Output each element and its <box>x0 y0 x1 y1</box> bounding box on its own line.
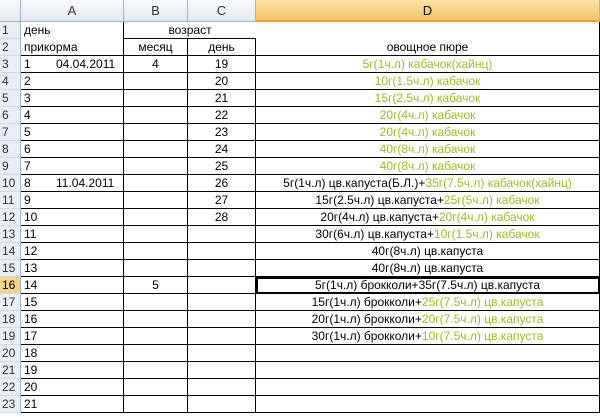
feeding-day-number: 13 <box>24 261 38 275</box>
feeding-day-number: 1 <box>24 57 31 71</box>
cell-c20[interactable] <box>188 345 256 362</box>
column-header-c[interactable]: C <box>188 0 256 22</box>
puree-text-segment: 15г(1ч.л) брокколи <box>311 295 415 309</box>
cell-b7[interactable] <box>124 124 188 141</box>
row-header-8[interactable]: 8 <box>0 141 21 158</box>
cell-b1-merged[interactable]: возраст <box>124 22 256 39</box>
feeding-day-number: 14 <box>24 278 38 292</box>
cell-d14[interactable] <box>256 243 600 260</box>
puree-text-segment: 35г(7.5ч.л) кабачок(хайнц) <box>425 176 572 190</box>
cell-c21[interactable] <box>188 362 256 379</box>
row-header-15[interactable]: 15 <box>0 260 21 277</box>
row-header-11[interactable]: 11 <box>0 192 21 209</box>
sheet-row-14 <box>0 243 600 260</box>
feeding-day-number: 18 <box>24 346 38 360</box>
cell-b13[interactable] <box>124 226 188 243</box>
feeding-day-number: 3 <box>24 91 31 105</box>
cell-d11[interactable] <box>256 192 600 209</box>
cell-c13[interactable] <box>188 226 256 243</box>
puree-text-segment: 5г(1ч.л) брокколи <box>314 278 412 292</box>
feeding-day-number: 20 <box>24 380 38 394</box>
column-header-bar <box>0 0 600 22</box>
puree-text-segment: 20г(4ч.л) цв.капуста <box>320 210 432 224</box>
sheet-row-19 <box>0 328 600 345</box>
row-header-18[interactable]: 18 <box>0 311 21 328</box>
cell-b4[interactable] <box>124 73 188 90</box>
puree-text-segment: + <box>426 227 434 241</box>
puree-text-segment: + <box>418 176 426 190</box>
puree-text-segment: + <box>431 210 439 224</box>
cell-a19[interactable] <box>21 328 124 345</box>
puree-text-segment: 35г(7.5ч.л) цв.капуста <box>418 278 541 292</box>
cell-c6[interactable]: 22 <box>188 107 256 124</box>
feeding-date: 04.04.2011 <box>56 57 116 71</box>
feeding-day-number: 17 <box>24 329 38 343</box>
cell-b19[interactable] <box>124 328 188 345</box>
cell-a16[interactable] <box>21 277 124 294</box>
row-header-6[interactable]: 6 <box>0 107 21 124</box>
cell-d21[interactable] <box>256 362 600 379</box>
cell-d16[interactable] <box>256 277 600 294</box>
sheet-row-1 <box>0 22 600 39</box>
sheet-row-9 <box>0 158 600 175</box>
cell-c18[interactable] <box>188 311 256 328</box>
row-header-21[interactable]: 21 <box>0 362 21 379</box>
sheet-row-5 <box>0 90 600 107</box>
puree-text-segment: 30г(6ч.л) цв.капуста <box>315 227 427 241</box>
cell-c11[interactable]: 27 <box>188 192 256 209</box>
cell-d23[interactable] <box>256 396 600 413</box>
feeding-day-number: 19 <box>24 363 38 377</box>
cell-a1[interactable]: день <box>21 22 124 39</box>
sheet-row-6 <box>0 107 600 124</box>
row-header-16[interactable]: 16 <box>0 277 21 294</box>
puree-text-segment: 20г(4ч.л) кабачок <box>379 125 476 139</box>
puree-text-segment: 30г(1ч.л) брокколи <box>311 329 415 343</box>
puree-text-segment: 20г(4ч.л) кабачок <box>379 108 476 122</box>
sheet-row-7 <box>0 124 600 141</box>
puree-text-segment: 10г(1.5ч.л) кабачок <box>374 74 481 88</box>
puree-text-segment: 40г(8ч.л) кабачок <box>379 142 476 156</box>
cell-c17[interactable] <box>188 294 256 311</box>
cell-b17[interactable] <box>124 294 188 311</box>
row-header-5[interactable]: 5 <box>0 90 21 107</box>
row-header-22[interactable]: 22 <box>0 379 21 396</box>
cell-d15[interactable] <box>256 260 600 277</box>
cell-c5[interactable]: 21 <box>188 90 256 107</box>
cell-c22[interactable] <box>188 379 256 396</box>
cell-b8[interactable] <box>124 141 188 158</box>
sheet-row-15 <box>0 260 600 277</box>
cell-c7[interactable]: 23 <box>188 124 256 141</box>
cell-c2[interactable]: день <box>188 39 256 56</box>
feeding-day-number: 7 <box>24 159 31 173</box>
sheet-row-12 <box>0 209 600 226</box>
cell-a20[interactable] <box>21 345 124 362</box>
cell-a17[interactable] <box>21 294 124 311</box>
puree-text-segment: 25г(5ч.л) кабачок <box>443 193 540 207</box>
column-header-d[interactable]: D <box>256 0 600 22</box>
cell-a7[interactable] <box>21 124 124 141</box>
cell-c8[interactable]: 24 <box>188 141 256 158</box>
puree-text-segment: 20г(7.5ч.л) цв.капуста <box>421 312 544 326</box>
puree-text-segment: 20г(4ч.л) кабачок <box>438 210 535 224</box>
cell-d12[interactable] <box>256 209 600 226</box>
feeding-date: 11.04.2011 <box>56 176 115 190</box>
feeding-day-number: 6 <box>24 142 31 156</box>
sheet-row-4 <box>0 73 600 90</box>
puree-text-segment: 15г(2.5ч.л) цв.капуста <box>315 193 437 207</box>
sheet-row-20 <box>0 345 600 362</box>
cell-c19[interactable] <box>188 328 256 345</box>
sheet-row-8 <box>0 141 600 158</box>
puree-text-segment: + <box>414 329 422 343</box>
row-header-23[interactable]: 23 <box>0 396 21 413</box>
cell-c15[interactable] <box>188 260 256 277</box>
row-header-17[interactable]: 17 <box>0 294 21 311</box>
cell-a10[interactable] <box>21 175 124 192</box>
puree-text-segment: 40г(8ч.л) кабачок <box>379 159 476 173</box>
sheet-row-18 <box>0 311 600 328</box>
cell-b9[interactable] <box>124 158 188 175</box>
cell-b6[interactable] <box>124 107 188 124</box>
row-header-20[interactable]: 20 <box>0 345 21 362</box>
sheet-row-11 <box>0 192 600 209</box>
feeding-day-number: 8 <box>24 176 31 190</box>
sheet-row-21 <box>0 362 600 379</box>
cell-d4[interactable] <box>256 73 600 90</box>
row-header-3[interactable]: 3 <box>0 56 21 73</box>
cell-c16[interactable] <box>188 277 256 294</box>
row-header-14[interactable]: 14 <box>0 243 21 260</box>
cell-b3[interactable]: 4 <box>124 56 188 73</box>
cell-b11[interactable] <box>124 192 188 209</box>
cell-a3[interactable] <box>21 56 124 73</box>
cell-b16[interactable]: 5 <box>124 277 188 294</box>
puree-text-segment: + <box>414 295 422 309</box>
feeding-day-number: 11 <box>24 227 37 241</box>
sheet-row-17 <box>0 294 600 311</box>
cell-b22[interactable] <box>124 379 188 396</box>
cell-a8[interactable] <box>21 141 124 158</box>
cell-b18[interactable] <box>124 311 188 328</box>
feeding-day-number: 10 <box>24 210 38 224</box>
cell-d8[interactable] <box>256 141 600 158</box>
sheet-row-13 <box>0 226 600 243</box>
cell-d17[interactable] <box>256 294 600 311</box>
feeding-day-number: 21 <box>24 397 38 411</box>
cell-a15[interactable] <box>21 260 124 277</box>
cell-a14[interactable] <box>21 243 124 260</box>
cell-a22[interactable] <box>21 379 124 396</box>
cell-c9[interactable]: 25 <box>188 158 256 175</box>
puree-text-segment: 20г(1ч.л) брокколи <box>311 312 415 326</box>
puree-text-segment: 5г(1ч.л) цв.капуста(Б.Л.) <box>283 176 419 190</box>
cell-a23[interactable] <box>21 396 124 413</box>
cell-a18[interactable] <box>21 311 124 328</box>
cell-d5[interactable] <box>256 90 600 107</box>
sheet-row-3 <box>0 56 600 73</box>
row-header-7[interactable]: 7 <box>0 124 21 141</box>
cell-b10[interactable] <box>124 175 188 192</box>
puree-text-segment: + <box>436 193 444 207</box>
cell-a21[interactable] <box>21 362 124 379</box>
cell-a12[interactable] <box>21 209 124 226</box>
cell-d20[interactable] <box>256 345 600 362</box>
cell-a6[interactable] <box>21 107 124 124</box>
cell-b20[interactable] <box>124 345 188 362</box>
cell-b14[interactable] <box>124 243 188 260</box>
cell-a13[interactable] <box>21 226 124 243</box>
cell-b21[interactable] <box>124 362 188 379</box>
sheet-row-10 <box>0 175 600 192</box>
row-header-12[interactable]: 12 <box>0 209 21 226</box>
sheet-row-16 <box>0 277 600 294</box>
select-all-corner[interactable] <box>0 0 21 22</box>
cell-d6[interactable] <box>256 107 600 124</box>
cell-c12[interactable]: 28 <box>188 209 256 226</box>
cell-c14[interactable] <box>188 243 256 260</box>
puree-text-segment: + <box>411 278 419 292</box>
feeding-day-number: 15 <box>24 295 38 309</box>
row-header-19[interactable]: 19 <box>0 328 21 345</box>
feeding-day-number: 5 <box>24 125 31 139</box>
cell-d10[interactable] <box>256 175 600 192</box>
row-header-1[interactable]: 1 <box>0 22 21 39</box>
cell-d13[interactable] <box>256 226 600 243</box>
row-header-13[interactable]: 13 <box>0 226 21 243</box>
sheet-row-22 <box>0 379 600 396</box>
cell-d3[interactable] <box>256 56 600 73</box>
cell-d7[interactable] <box>256 124 600 141</box>
cell-d18[interactable] <box>256 311 600 328</box>
cell-c23[interactable] <box>188 396 256 413</box>
row-header-9[interactable]: 9 <box>0 158 21 175</box>
row-header-2[interactable]: 2 <box>0 39 21 56</box>
sheet-row-23 <box>0 396 600 413</box>
cell-b2[interactable]: месяц <box>124 39 188 56</box>
sheet-row-2 <box>0 39 600 56</box>
cell-c4[interactable]: 20 <box>188 73 256 90</box>
puree-text-segment: + <box>414 312 422 326</box>
cell-d9[interactable] <box>256 158 600 175</box>
row-header-10[interactable]: 10 <box>0 175 21 192</box>
feeding-day-number: 12 <box>24 244 38 258</box>
cell-d1[interactable] <box>256 22 600 39</box>
puree-text-segment: 40г(8ч.л) цв.капуста <box>371 261 484 275</box>
feeding-day-number: 16 <box>24 312 38 326</box>
row-header-4[interactable]: 4 <box>0 73 21 90</box>
feeding-day-number: 2 <box>24 74 31 88</box>
cell-d19[interactable] <box>256 328 600 345</box>
puree-text-segment: 25г(7.5ч.л) цв.капуста <box>421 295 544 309</box>
cell-a4[interactable] <box>21 73 124 90</box>
column-header-a[interactable]: A <box>21 0 124 22</box>
cell-c3[interactable]: 19 <box>188 56 256 73</box>
cell-a5[interactable] <box>21 90 124 107</box>
cell-a9[interactable] <box>21 158 124 175</box>
puree-text-segment: 40г(8ч.л) цв.капуста <box>371 244 484 258</box>
feeding-day-number: 9 <box>24 193 31 207</box>
cell-a2[interactable]: прикорма <box>21 39 124 56</box>
cell-d2[interactable]: овощное пюре <box>256 39 600 56</box>
puree-text-segment: 10г(1.5ч.л) кабачок <box>433 227 540 241</box>
cell-d22[interactable] <box>256 379 600 396</box>
puree-text-segment: 10г(7.5ч.л) цв.капуста <box>421 329 544 343</box>
cell-b23[interactable] <box>124 396 188 413</box>
feeding-day-number: 4 <box>24 108 31 122</box>
cell-b5[interactable] <box>124 90 188 107</box>
puree-text-segment: 15г(2.5ч.л) кабачок <box>374 91 481 105</box>
puree-text-segment: 5г(1ч.л) кабачок(хайнц) <box>362 57 493 71</box>
column-header-b[interactable]: B <box>124 0 188 22</box>
cell-a11[interactable] <box>21 192 124 209</box>
cell-b12[interactable] <box>124 209 188 226</box>
cell-c10[interactable]: 26 <box>188 175 256 192</box>
cell-b15[interactable] <box>124 260 188 277</box>
